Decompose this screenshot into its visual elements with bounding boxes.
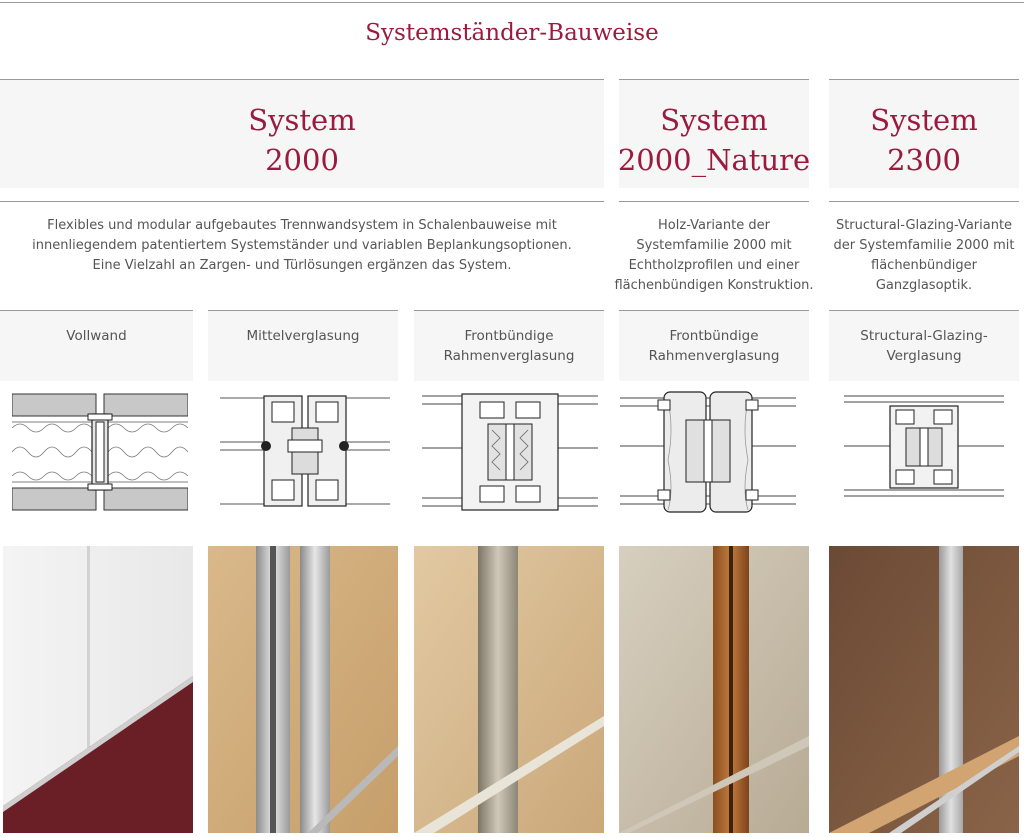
caption-line: Frontbündige (464, 328, 554, 344)
rule-system-2000 (0, 79, 604, 80)
system-2300-line1: System (870, 103, 978, 137)
caption-line: Mittelverglasung (246, 328, 360, 344)
description-line: Echtholzprofilen und einer (628, 258, 800, 273)
variant-band-1 (0, 311, 193, 381)
variant-caption-structural-glazing (829, 326, 1019, 366)
section-drawing-frontbuendig-nature (620, 390, 796, 514)
description-line: Eine Vielzahl an Zargen- und Türlösungen ergänzen das System. (92, 258, 512, 273)
section-drawing-vollwand (12, 392, 188, 512)
system-2000-heading (0, 100, 604, 180)
photo-frontbuendig-nature (619, 546, 809, 833)
description-line: der Systemfamilie 2000 mit (833, 238, 1015, 253)
section-drawing-mittelverglasung (220, 392, 390, 512)
description-line: Systemfamilie 2000 mit (636, 238, 792, 253)
system-2000-line1: System (248, 103, 356, 137)
photo-structural-glazing (829, 546, 1019, 833)
system-2300-description (824, 216, 1024, 296)
caption-line: Vollwand (66, 328, 127, 344)
system-2000-nature-heading (614, 100, 814, 180)
rule-desc-2000-nature (619, 201, 809, 202)
description-line: Holz-Variante der (658, 218, 770, 233)
top-rule (0, 2, 1024, 3)
variant-caption-frontbuendig-nature (619, 326, 809, 366)
system-2000-nature-line2: 2000_Nature (617, 143, 811, 177)
rule-system-2000-nature (619, 79, 809, 80)
section-drawing-frontbuendig (422, 390, 598, 514)
caption-line: Rahmenverglasung (648, 348, 780, 364)
system-2000-nature-line1: System (660, 103, 768, 137)
caption-line: Rahmenverglasung (443, 348, 575, 364)
caption-line: Verglasung (886, 348, 962, 364)
system-2300-heading (824, 100, 1024, 180)
variant-band-2 (208, 311, 398, 381)
caption-line: Structural-Glazing- (860, 328, 988, 344)
photo-vollwand (3, 546, 193, 833)
page-title: Systemständer-Bauweise (365, 20, 659, 46)
system-2000-line2: 2000 (265, 143, 339, 177)
description-line: flächenbündiger Ganzglasoptik. (871, 258, 977, 293)
rule-system-2300 (829, 79, 1019, 80)
rule-desc-2000 (0, 201, 604, 202)
caption-line: Frontbündige (669, 328, 759, 344)
description-line: Flexibles und modular aufgebautes Trennwandsystem in Schalenbauweise mit (47, 218, 557, 233)
variant-caption-mittelverglasung (208, 326, 398, 346)
system-2000-nature-description (614, 216, 814, 296)
description-line: innenliegendem patentiertem Systemständer und variablen Beplankungsoptionen. (32, 238, 572, 253)
photo-mittelverglasung (208, 546, 398, 833)
variant-caption-vollwand (0, 326, 193, 346)
rule-desc-2300 (829, 201, 1019, 202)
description-line: Structural-Glazing-Variante (835, 218, 1013, 233)
variant-caption-frontbuendig (414, 326, 604, 366)
section-drawing-structural-glazing (844, 390, 1004, 514)
photo-frontbuendig (414, 546, 604, 833)
description-line: flächenbündigen Konstruktion. (614, 278, 814, 293)
system-2000-description (0, 216, 604, 276)
system-2300-line2: 2300 (887, 143, 961, 177)
